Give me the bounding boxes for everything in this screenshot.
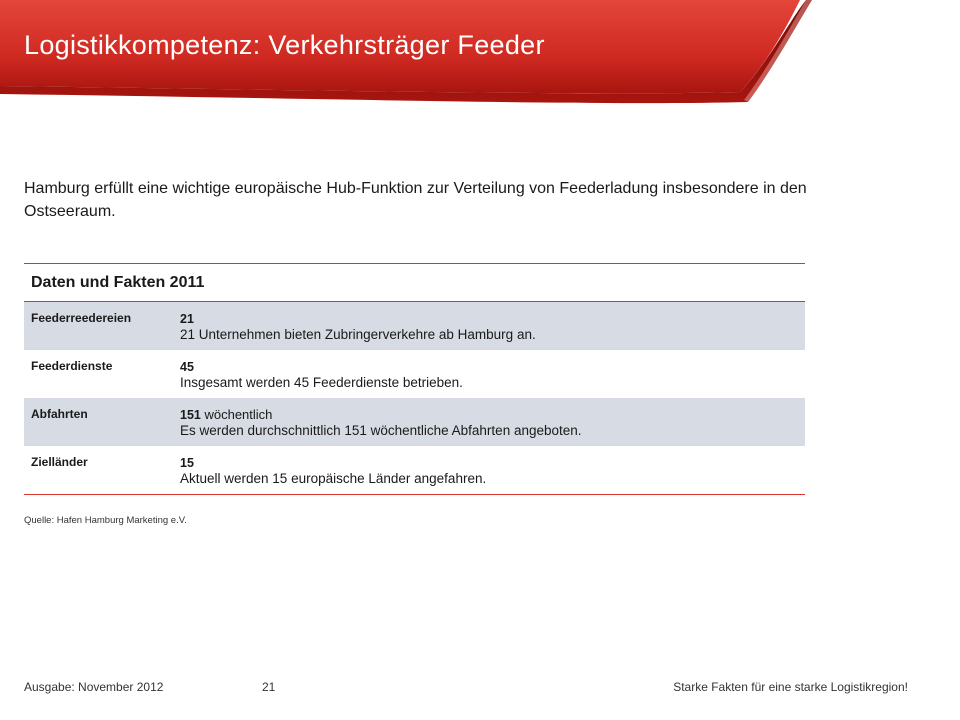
row-value: 45 bbox=[180, 360, 194, 374]
table-row bbox=[24, 446, 805, 494]
table-row bbox=[24, 398, 805, 446]
row-content bbox=[174, 446, 486, 494]
footer-edition: Ausgabe: November 2012 bbox=[24, 680, 164, 694]
source-note: Quelle: Hafen Hamburg Marketing e.V. bbox=[24, 515, 187, 526]
footer-slogan: Starke Fakten für eine starke Logistikregion! bbox=[673, 680, 908, 694]
intro-text: Hamburg erfüllt eine wichtige europäische Hub-Funktion zur Verteilung von Feederladung insbesondere in den Ostseeraum. bbox=[24, 180, 807, 220]
footer-page-number: 21 bbox=[262, 680, 276, 694]
row-description: Insgesamt werden 45 Feederdienste betrieben. bbox=[180, 375, 463, 390]
row-label: Abfahrten bbox=[31, 407, 88, 421]
row-label: Feederreedereien bbox=[31, 311, 132, 325]
facts-table bbox=[24, 263, 805, 495]
page-title: Logistikkompetenz: Verkehrsträger Feeder bbox=[24, 30, 545, 60]
row-value-suffix: wöchentlich bbox=[200, 407, 273, 422]
table-row bbox=[24, 302, 805, 350]
row-value: 15 bbox=[180, 456, 194, 470]
row-value: 151 bbox=[180, 408, 201, 422]
row-value: 21 bbox=[180, 312, 194, 326]
facts-heading: Daten und Fakten 2011 bbox=[24, 264, 805, 302]
row-content bbox=[174, 350, 463, 398]
table-row bbox=[24, 350, 805, 398]
row-label: Zielländer bbox=[31, 455, 88, 469]
row-description: Aktuell werden 15 europäische Länder angefahren. bbox=[180, 471, 487, 486]
row-label: Feederdienste bbox=[31, 359, 113, 373]
header-banner bbox=[0, 0, 960, 110]
row-content bbox=[174, 302, 536, 350]
row-description: 21 Unternehmen bieten Zubringerverkehre ab Hamburg an. bbox=[180, 327, 536, 342]
row-description: Es werden durchschnittlich 151 wöchentliche Abfahrten angeboten. bbox=[180, 423, 582, 438]
row-content bbox=[174, 398, 582, 446]
